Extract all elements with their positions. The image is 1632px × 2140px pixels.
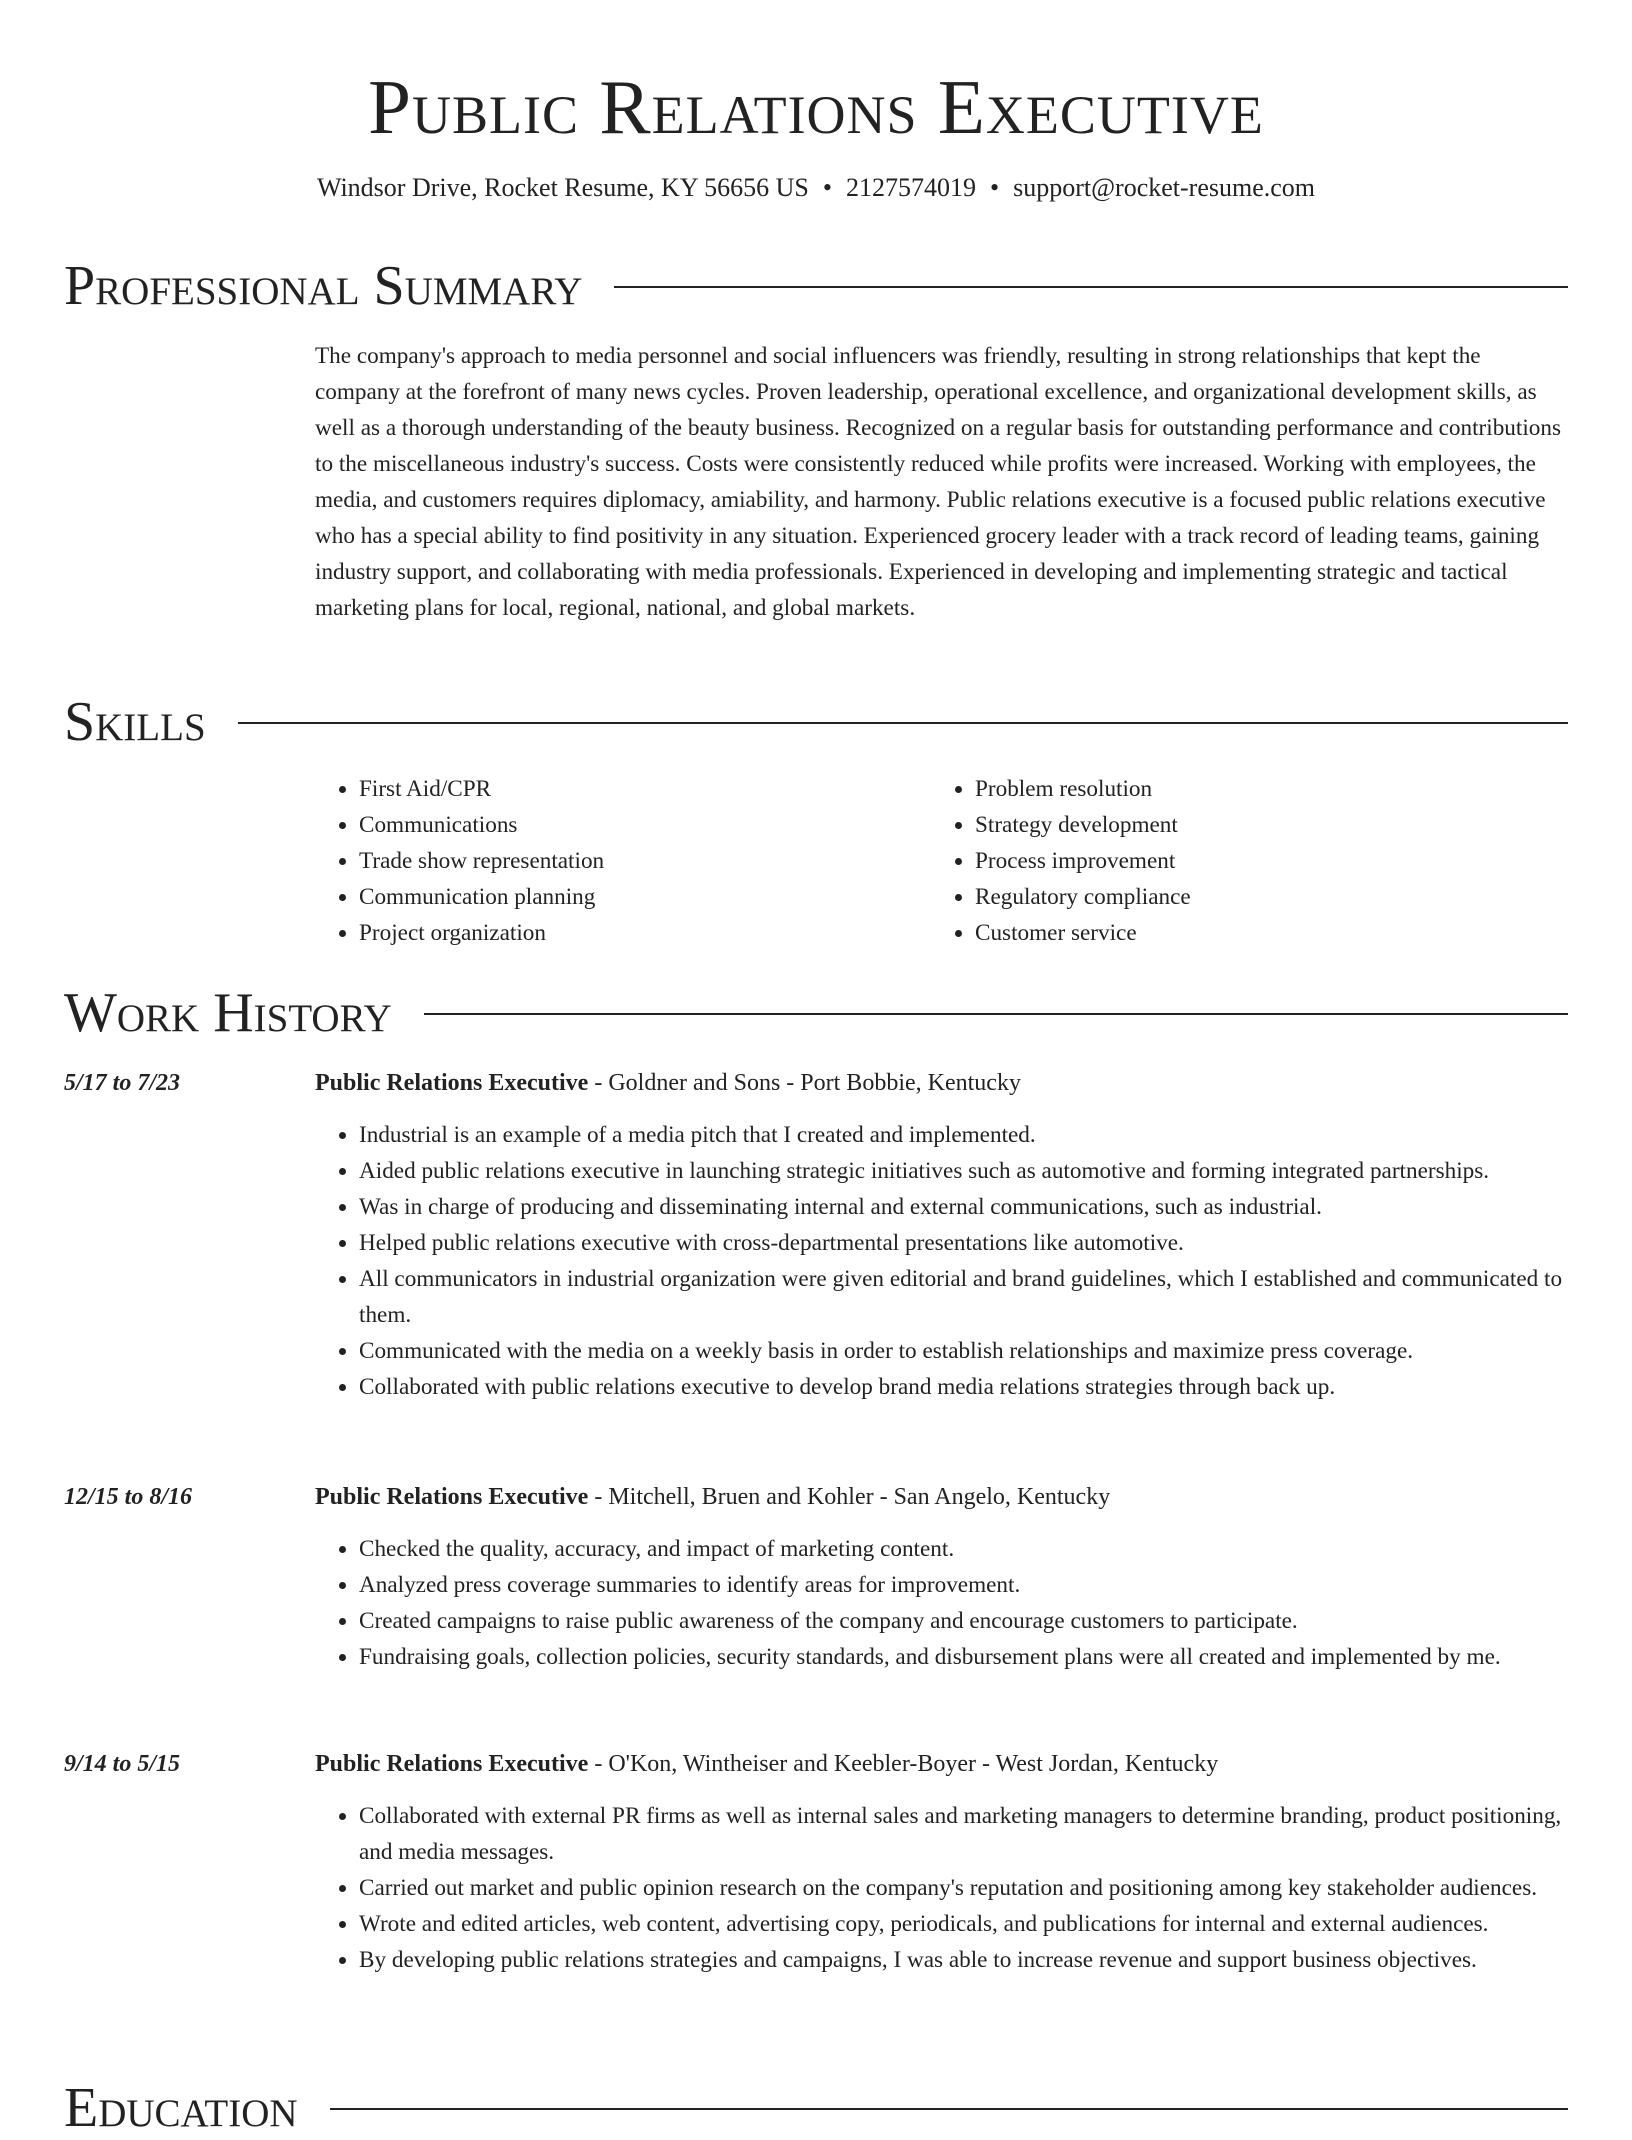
skill-item: • Customer service <box>975 915 1547 951</box>
section-divider <box>424 1013 1568 1015</box>
job-bullet: • By developing public relations strategies and campaigns, I was able to increase revenue and support business objectives. <box>359 1942 1568 1978</box>
summary-section-title: Professional Summary <box>64 255 583 317</box>
skills-column-left <box>315 771 931 951</box>
job-bullets <box>315 1531 1568 1675</box>
job-bullet: • Carried out market and public opinion research on the company's reputation and positioning among key stakeholder audiences. <box>359 1870 1568 1906</box>
skill-item: • Communications <box>359 807 931 843</box>
work-section-header <box>64 981 1568 1045</box>
job-employer: - Goldner and Sons - Port Bobbie, Kentucky <box>588 1070 1021 1096</box>
skill-item: • Regulatory compliance <box>975 879 1547 915</box>
job-bullet: • Collaborated with public relations executive to develop brand media relations strategies through back up. <box>359 1369 1568 1405</box>
section-divider <box>614 286 1568 288</box>
job-bullet: • Analyzed press coverage summaries to identify areas for improvement. <box>359 1567 1568 1603</box>
skills-column-right <box>931 771 1547 951</box>
job-bullet: • Helped public relations executive with cross-departmental presentations like automotive. <box>359 1225 1568 1261</box>
job-bullet: • Fundraising goals, collection policies, security standards, and disbursement plans were all created and implemented by me. <box>359 1639 1568 1675</box>
skill-item: • Trade show representation <box>359 843 931 879</box>
job-bullet: • Communicated with the media on a weekly basis in order to establish relationships and maximize press coverage. <box>359 1333 1568 1369</box>
skill-item: • Communication planning <box>359 879 931 915</box>
skill-item: • Project organization <box>359 915 931 951</box>
job-title: Public Relations Executive <box>315 1484 589 1510</box>
job-title: Public Relations Executive <box>315 1070 589 1096</box>
work-section-title: Work History <box>64 982 392 1044</box>
job-heading <box>315 1479 1568 1515</box>
education-section-header <box>64 2076 1568 2140</box>
candidate-name: Public Relations Executive <box>368 64 1264 150</box>
job-dates: 5/17 to 7/23 <box>64 1070 181 1096</box>
job-heading <box>315 1065 1568 1101</box>
job-bullet: • Checked the quality, accuracy, and impact of marketing content. <box>359 1531 1568 1567</box>
skills-section-title: Skills <box>64 691 206 753</box>
education-section-title: Education <box>64 2077 298 2139</box>
resume-page <box>64 0 1568 2139</box>
section-divider <box>238 722 1568 724</box>
job-employer: - Mitchell, Bruen and Kohler - San Angelo, Kentucky <box>588 1484 1111 1510</box>
contact-address: Windsor Drive, Rocket Resume, KY 56656 US <box>316 173 809 202</box>
skills-list <box>315 771 1568 951</box>
job-bullet: • Collaborated with external PR firms as well as internal sales and marketing managers to determine branding, product positioning, and media messages. <box>359 1798 1568 1870</box>
job-bullet: • Industrial is an example of a media pitch that I created and implemented. <box>359 1117 1568 1153</box>
job-bullet: • Created campaigns to raise public awareness of the company and encourage customers to participate. <box>359 1603 1568 1639</box>
skill-item: • Strategy development <box>975 807 1547 843</box>
job-bullet: • Was in charge of producing and disseminating internal and external communications, such as industrial. <box>359 1189 1568 1225</box>
job-employer: - O'Kon, Wintheiser and Keebler-Boyer - West Jordan, Kentucky <box>588 1751 1219 1777</box>
skill-item: • First Aid/CPR <box>359 771 931 807</box>
job-heading <box>315 1746 1568 1782</box>
summary-text: The company's approach to media personnel and social influencers was friendly, resulting in strong relationships that kept the company at the forefront of many news cycles. Proven leadership, operational excellence, and organizational development skills, as well as a thorough understanding of the beauty business. Recognized on a regular basis for outstanding performance and contributions to the miscellaneous industry's success. Costs were consistently reduced while profits were increased. Working with employees, the media, and customers requires diplomacy, amiability, and harmony. Public relations executive is a focused public relations executive who has a special ability to find positivity in any situation. Experienced grocery leader with a track record of leading teams, gaining industry support, and collaborating with media professionals. Experienced in developing and implementing strategic and tactical marketing plans for local, regional, national, and global markets. <box>315 343 1561 621</box>
job-dates: 9/14 to 5/15 <box>64 1751 181 1777</box>
section-divider <box>330 2108 1568 2110</box>
job-bullets <box>315 1798 1568 1978</box>
contact-email: support@rocket-resume.com <box>1013 173 1316 202</box>
skills-section-header <box>64 690 1568 754</box>
job-dates: 12/15 to 8/16 <box>64 1484 193 1510</box>
contact-separator: • <box>990 173 1000 202</box>
contact-phone: 2127574019 <box>846 173 976 202</box>
job-bullet: • Wrote and edited articles, web content, advertising copy, periodicals, and publications for internal and external audiences. <box>359 1906 1568 1942</box>
contact-separator: • <box>822 173 832 202</box>
job-title: Public Relations Executive <box>315 1751 589 1777</box>
contact-line <box>64 172 1568 204</box>
summary-section-header <box>64 254 1568 318</box>
skill-item: • Process improvement <box>975 843 1547 879</box>
job-bullet: • All communicators in industrial organization were given editorial and brand guidelines, which I established and communicated to them. <box>359 1261 1568 1333</box>
job-bullet: • Aided public relations executive in launching strategic initiatives such as automotive and forming integrated partnerships. <box>359 1153 1568 1189</box>
skill-item: • Problem resolution <box>975 771 1547 807</box>
job-bullets <box>315 1117 1568 1405</box>
